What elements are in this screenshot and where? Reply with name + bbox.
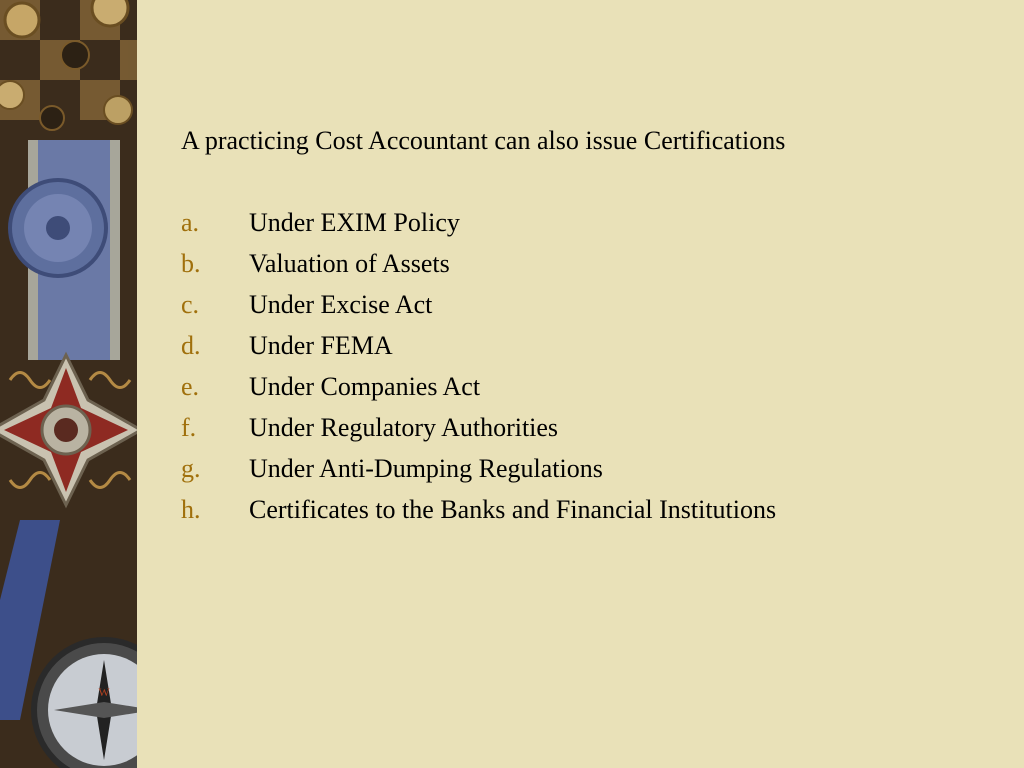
list-item-text: Valuation of Assets [249, 249, 450, 278]
list-item [181, 495, 776, 536]
list-item [181, 413, 776, 454]
list-marker: b. [181, 249, 201, 278]
list-item [181, 372, 776, 413]
list-marker: g. [181, 454, 201, 483]
list-item-text: Certificates to the Banks and Financial Institutions [249, 495, 777, 524]
slide-heading: A practicing Cost Accountant can also issue Certifications [181, 126, 786, 155]
list-marker: c. [181, 290, 200, 319]
list-marker: f. [181, 413, 197, 442]
list-item-text: Under EXIM Policy [249, 208, 460, 237]
list-item [181, 208, 776, 249]
certification-list [181, 208, 776, 536]
list-item-text: Under Anti-Dumping Regulations [249, 454, 603, 483]
list-marker: d. [181, 331, 201, 360]
list-item-text: Under Companies Act [249, 372, 481, 401]
list-item-text: Under Regulatory Authorities [249, 413, 559, 442]
list-marker: e. [181, 372, 200, 401]
list-item-text: Under FEMA [249, 331, 393, 360]
list-item-text: Under Excise Act [249, 290, 433, 319]
slide-content [137, 0, 1024, 768]
list-item [181, 290, 776, 331]
list-item [181, 249, 776, 290]
decorative-medal-image [0, 0, 137, 768]
svg-text:W: W [98, 685, 110, 699]
list-marker: a. [181, 208, 200, 237]
list-item [181, 454, 776, 495]
list-item [181, 331, 776, 372]
list-marker: h. [181, 495, 201, 524]
